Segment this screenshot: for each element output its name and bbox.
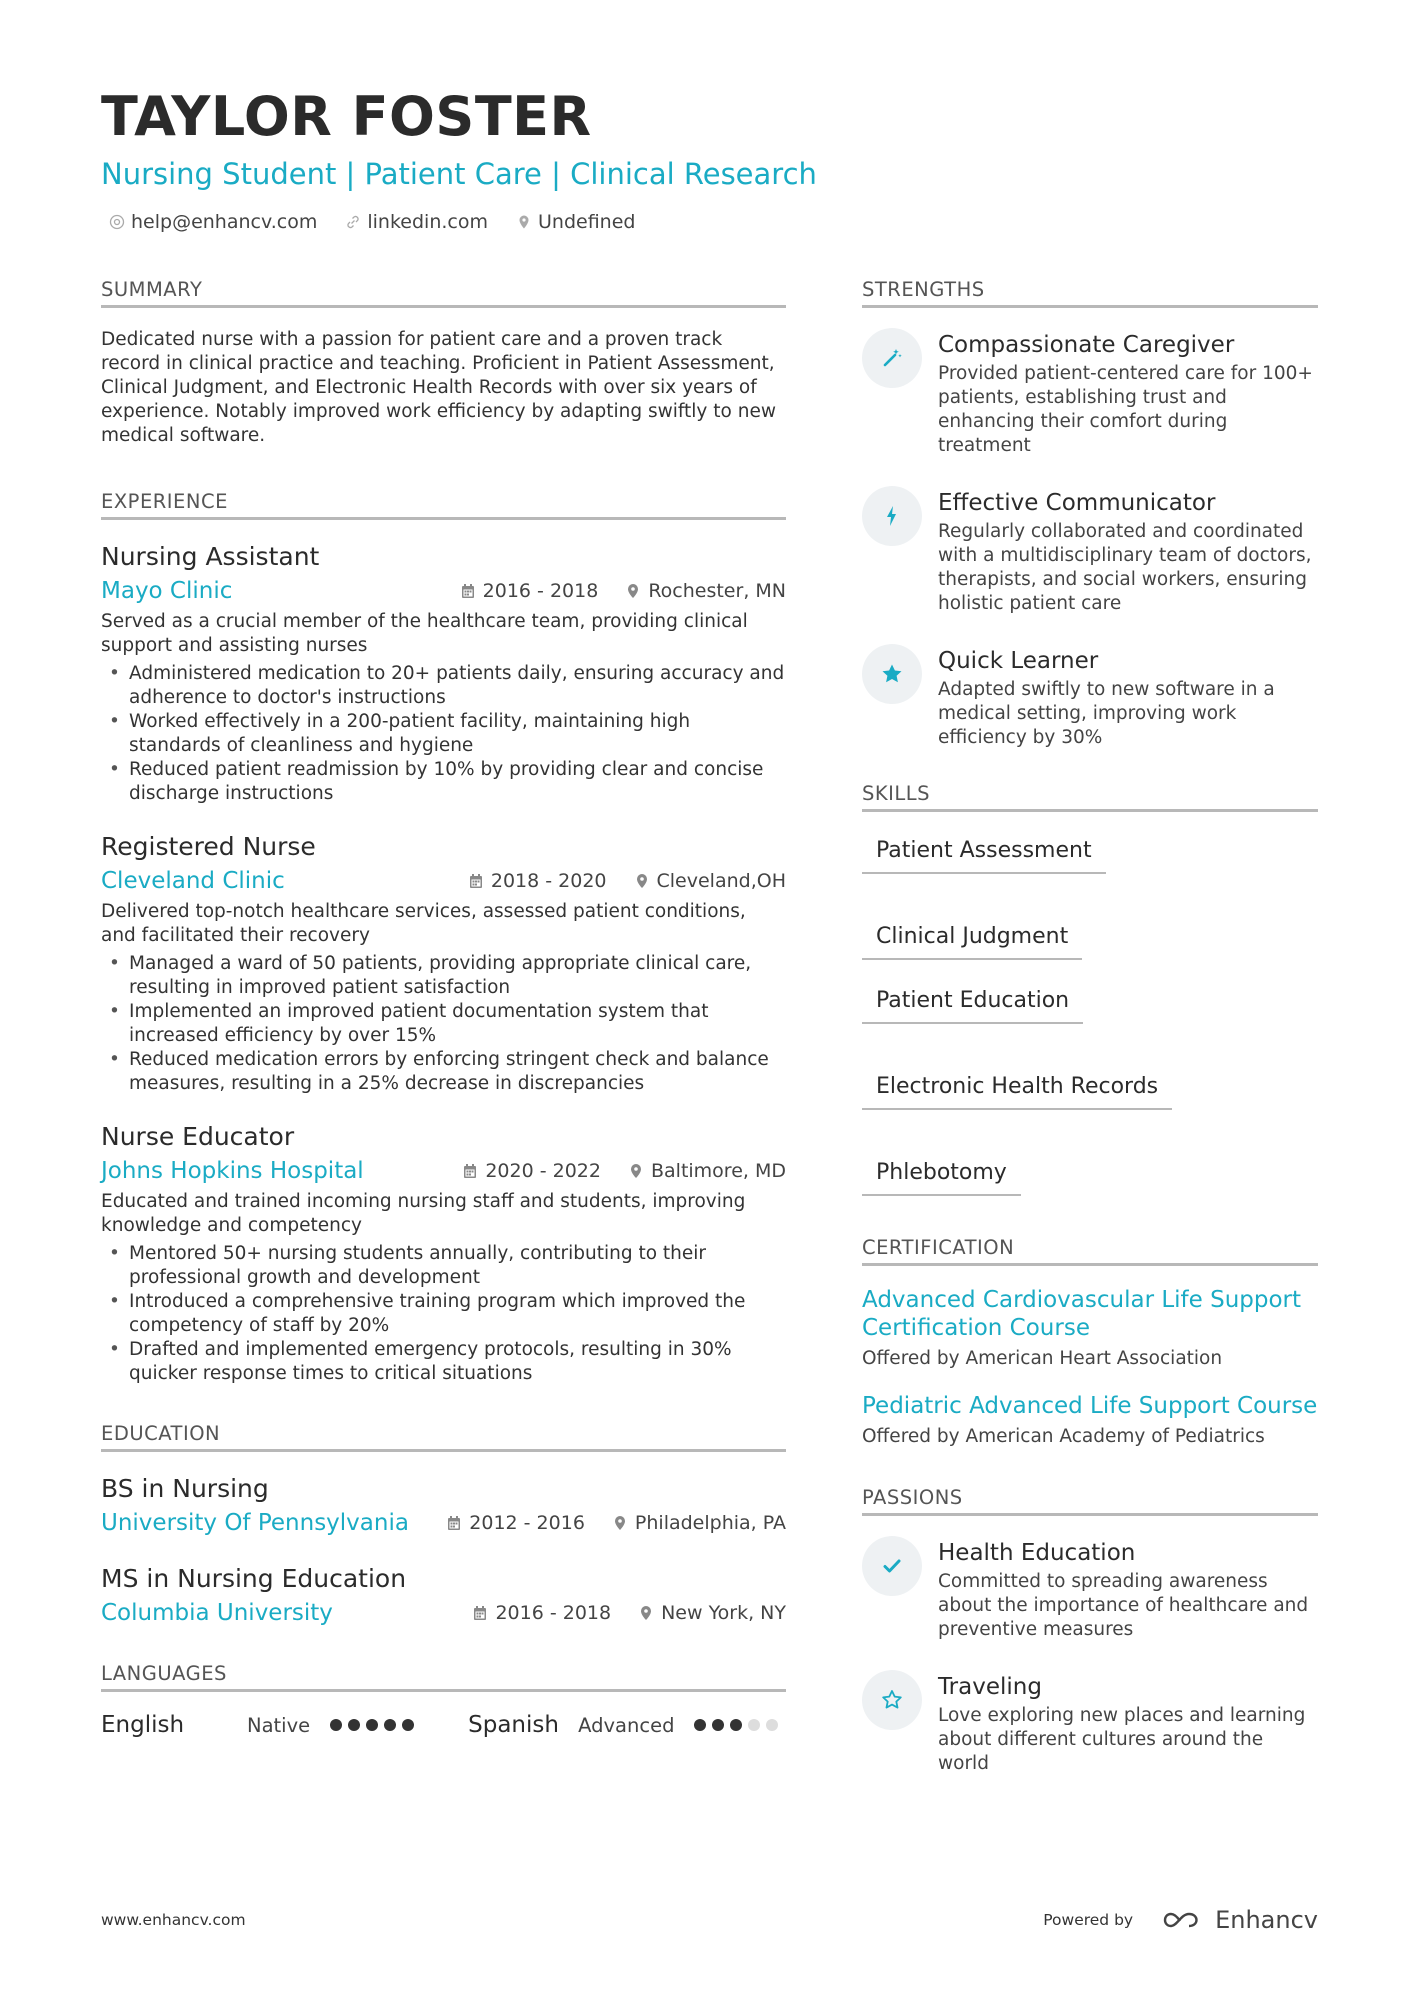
contact-location xyxy=(516,210,635,234)
location xyxy=(629,1154,786,1188)
education-row xyxy=(101,1596,786,1630)
passions-title: Traveling xyxy=(938,1674,1042,1700)
achievement-list xyxy=(101,662,786,806)
calendar-icon xyxy=(463,1163,477,1179)
link-icon xyxy=(345,214,361,230)
location-pin-icon xyxy=(629,1163,643,1179)
location-text: Cleveland,OH xyxy=(656,870,786,892)
date-text: 2018 - 2020 xyxy=(490,870,607,892)
proficiency-dot xyxy=(366,1719,378,1731)
candidate-name: TAYLOR FOSTER xyxy=(101,85,592,148)
company-name[interactable]: Johns Hopkins Hospital xyxy=(101,1158,364,1184)
job-row xyxy=(101,864,786,898)
job-row xyxy=(101,1154,786,1188)
passions-description: Love exploring new places and learning about different cultures around the world xyxy=(938,1705,1306,1774)
strengths-title: Effective Communicator xyxy=(938,490,1216,516)
strengths-description: Adapted swiftly to new software in a medical setting, improving work efficiency by 30% xyxy=(938,679,1275,748)
location xyxy=(626,574,786,608)
skill-list xyxy=(862,832,1318,1196)
skill-tag: Electronic Health Records xyxy=(862,1068,1172,1110)
proficiency-dot xyxy=(748,1719,760,1731)
passions-section xyxy=(862,1484,1318,1776)
section-title: LANGUAGES xyxy=(101,1660,786,1692)
date-range xyxy=(463,1154,601,1188)
skill-tag: Clinical Judgment xyxy=(862,918,1082,960)
date-text: 2020 - 2022 xyxy=(485,1160,601,1182)
at-icon xyxy=(109,214,125,230)
star-icon xyxy=(862,644,922,704)
passions-description: Committed to spreading awareness about the importance of healthcare and preventive measures xyxy=(938,1571,1309,1640)
section-title: PASSIONS xyxy=(862,1484,1318,1516)
language-name: Spanish xyxy=(468,1712,559,1738)
language-level: Native xyxy=(247,1713,311,1737)
skill-tag: Patient Assessment xyxy=(862,832,1106,874)
passions-entry xyxy=(862,1670,1318,1776)
education-entry xyxy=(101,1562,786,1630)
date-text: 2012 - 2016 xyxy=(469,1512,585,1534)
certification-title[interactable]: Advanced Cardiovascular Life Support Certification Course xyxy=(862,1287,1302,1341)
headline: Nursing Student | Patient Care | Clinical Research xyxy=(101,157,817,191)
date-range xyxy=(469,864,607,898)
achievement-item: • Managed a ward of 50 patients, providing appropriate clinical care, resulting in improved patient satisfaction xyxy=(101,952,786,1000)
skill-tag: Patient Education xyxy=(862,982,1083,1024)
job-meta xyxy=(469,864,786,898)
education-list xyxy=(101,1472,786,1630)
linkedin-text: linkedin.com xyxy=(367,211,488,233)
strengths-entry xyxy=(862,486,1318,616)
language-level: Advanced xyxy=(578,1713,675,1737)
proficiency-dots xyxy=(330,1719,414,1731)
strengths-description: Regularly collaborated and coordinated with a multidisciplinary team of doctors, therapists, and social workers, ensuring holistic patient care xyxy=(938,521,1312,614)
infinity-logo-icon xyxy=(1159,1908,1205,1932)
job-entry xyxy=(101,1120,786,1386)
resume-header xyxy=(101,84,1321,234)
location-pin-icon xyxy=(626,583,640,599)
passions-title: Health Education xyxy=(938,1540,1136,1566)
footer-url[interactable]: www.enhancv.com xyxy=(101,1911,246,1929)
achievement-list xyxy=(101,1242,786,1386)
certification-title[interactable]: Pediatric Advanced Life Support Course xyxy=(862,1393,1318,1419)
section-title: EXPERIENCE xyxy=(101,488,786,520)
strengths-entry xyxy=(862,644,1318,750)
strengths-body xyxy=(938,328,1318,458)
job-title: Nurse Educator xyxy=(101,1122,295,1151)
section-title: STRENGTHS xyxy=(862,276,1318,308)
section-title: SKILLS xyxy=(862,780,1318,812)
proficiency-dot xyxy=(348,1719,360,1731)
education-section xyxy=(101,1420,786,1630)
achievement-item: • Reduced patient readmission by 10% by providing clear and concise discharge instructions xyxy=(101,758,786,806)
contact-linkedin[interactable] xyxy=(345,210,488,234)
section-title: EDUCATION xyxy=(101,1420,786,1452)
star-outline-icon xyxy=(862,1670,922,1730)
contact-bar xyxy=(101,210,1321,234)
date-range xyxy=(461,574,599,608)
proficiency-dot xyxy=(402,1719,414,1731)
certification-issuer: Offered by American Heart Association xyxy=(862,1348,1223,1369)
achievement-item: • Administered medication to 20+ patients daily, ensuring accuracy and adherence to doctor's instructions xyxy=(101,662,786,710)
proficiency-dot xyxy=(712,1719,724,1731)
job-entry xyxy=(101,540,786,806)
checkmark-icon xyxy=(862,1536,922,1596)
proficiency-dots xyxy=(694,1719,778,1731)
proficiency-dot xyxy=(330,1719,342,1731)
achievement-item: • Mentored 50+ nursing students annually, contributing to their professional growth and development xyxy=(101,1242,786,1290)
education-row xyxy=(101,1506,786,1540)
certification-entry xyxy=(862,1286,1318,1372)
strengths-section xyxy=(862,276,1318,750)
summary-text: Dedicated nurse with a passion for patient care and a proven track record in clinical practice and teaching. Proficient in Patient Assessment, Clinical Judgment, and Electronic Health Records with over six years of experience. Notably improved work efficiency by adapting swiftly to new medical software. xyxy=(101,329,776,446)
date-range xyxy=(473,1596,611,1630)
job-meta xyxy=(461,574,786,608)
strengths-description: Provided patient-centered care for 100+ patients, establishing trust and enhancing their comfort during treatment xyxy=(938,363,1313,456)
job-list xyxy=(101,540,786,1386)
contact-email[interactable] xyxy=(109,210,317,234)
language-entry xyxy=(468,1712,778,1738)
degree: BS in Nursing xyxy=(101,1474,269,1503)
strengths-title: Quick Learner xyxy=(938,648,1099,674)
location xyxy=(639,1596,786,1630)
job-description: Educated and trained incoming nursing staff and students, improving knowledge and competency xyxy=(101,1191,746,1236)
job-entry xyxy=(101,830,786,1096)
achievement-item: • Worked effectively in a 200-patient facility, maintaining high standards of cleanliness and hygiene xyxy=(101,710,786,758)
proficiency-dot xyxy=(766,1719,778,1731)
summary-section xyxy=(101,276,786,448)
email-text: help@enhancv.com xyxy=(131,211,318,233)
certification-list xyxy=(862,1286,1318,1450)
strengths-entry xyxy=(862,328,1318,458)
languages-section xyxy=(101,1660,786,1738)
job-title: Nursing Assistant xyxy=(101,542,320,571)
section-title: SUMMARY xyxy=(101,276,786,308)
location-text: Rochester, MN xyxy=(648,580,786,602)
date-text: 2016 - 2018 xyxy=(495,1602,612,1624)
location-text: Baltimore, MD xyxy=(650,1160,786,1182)
enhancv-logo[interactable] xyxy=(1159,1906,1318,1934)
certification-issuer: Offered by American Academy of Pediatrics xyxy=(862,1426,1265,1447)
location-pin-icon xyxy=(516,214,532,230)
skills-section xyxy=(862,780,1318,1196)
location xyxy=(613,1506,786,1540)
job-meta xyxy=(473,1596,786,1630)
company-name[interactable]: Mayo Clinic xyxy=(101,578,233,604)
school-name[interactable]: Columbia University xyxy=(101,1600,333,1626)
achievement-item: • Implemented an improved patient documentation system that increased efficiency by over 15% xyxy=(101,1000,786,1048)
job-meta xyxy=(463,1154,786,1188)
location-text: Undefined xyxy=(538,211,636,233)
certification-section xyxy=(862,1234,1318,1450)
footer xyxy=(101,1906,1318,1934)
strengths-title: Compassionate Caregiver xyxy=(938,332,1235,358)
strengths-body xyxy=(938,486,1318,616)
powered-by-label: Powered by xyxy=(1043,1911,1134,1929)
location-pin-icon xyxy=(635,873,649,889)
lightning-bolt-icon xyxy=(862,486,922,546)
experience-section xyxy=(101,488,786,1386)
brand-name: Enhancv xyxy=(1215,1906,1318,1934)
calendar-icon xyxy=(461,583,475,599)
passions-entry xyxy=(862,1536,1318,1642)
language-list xyxy=(101,1712,786,1738)
date-range xyxy=(447,1506,585,1540)
job-meta xyxy=(447,1506,786,1540)
calendar-icon xyxy=(473,1605,487,1621)
passion-list xyxy=(862,1536,1318,1776)
education-entry xyxy=(101,1472,786,1540)
location xyxy=(635,864,786,898)
language-name: English xyxy=(101,1712,185,1738)
strengths-body xyxy=(938,644,1318,750)
right-column xyxy=(862,276,1318,1816)
certification-entry xyxy=(862,1392,1318,1450)
location-pin-icon xyxy=(639,1605,653,1621)
location-pin-icon xyxy=(613,1515,627,1531)
achievement-item: • Introduced a comprehensive training program which improved the competency of staff by 20% xyxy=(101,1290,786,1338)
location-text: Philadelphia, PA xyxy=(634,1512,786,1534)
proficiency-dot xyxy=(730,1719,742,1731)
calendar-icon xyxy=(447,1515,461,1531)
passions-body xyxy=(938,1670,1318,1776)
left-column xyxy=(101,276,786,1778)
proficiency-dot xyxy=(384,1719,396,1731)
job-title: Registered Nurse xyxy=(101,832,316,861)
passions-body xyxy=(938,1536,1318,1642)
achievement-item: • Drafted and implemented emergency protocols, resulting in 30% quicker response times to critical situations xyxy=(101,1338,786,1386)
date-text: 2016 - 2018 xyxy=(482,580,599,602)
proficiency-dot xyxy=(694,1719,706,1731)
skill-tag: Phlebotomy xyxy=(862,1154,1021,1196)
powered-by xyxy=(1043,1906,1318,1934)
degree: MS in Nursing Education xyxy=(101,1564,407,1593)
company-name[interactable]: Cleveland Clinic xyxy=(101,868,285,894)
achievement-list xyxy=(101,952,786,1096)
job-description: Delivered top-notch healthcare services, assessed patient conditions, and facilitated their recovery xyxy=(101,901,746,946)
school-name[interactable]: University Of Pennsylvania xyxy=(101,1510,409,1536)
achievement-item: • Reduced medication errors by enforcing stringent check and balance measures, resulting in a 25% decrease in discrepancies xyxy=(101,1048,786,1096)
location-text: New York, NY xyxy=(661,1602,786,1624)
strength-list xyxy=(862,328,1318,750)
calendar-icon xyxy=(469,873,483,889)
job-row xyxy=(101,574,786,608)
section-title: CERTIFICATION xyxy=(862,1234,1318,1266)
language-entry xyxy=(101,1712,414,1738)
magic-wand-icon xyxy=(862,328,922,388)
job-description: Served as a crucial member of the healthcare team, providing clinical support and assisting nurses xyxy=(101,611,748,656)
